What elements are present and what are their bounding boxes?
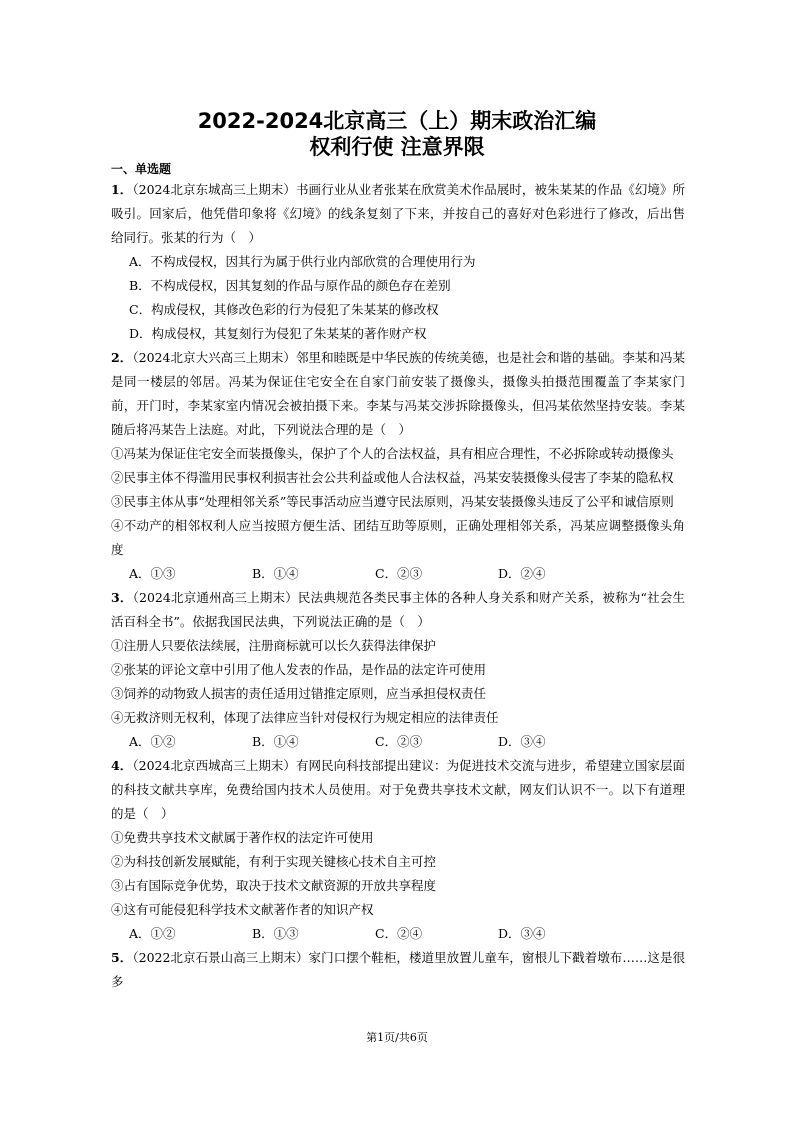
- question-5: [111, 946, 685, 994]
- question-number: 2．: [111, 350, 133, 365]
- statement-1: ①注册人只要依法续展，注册商标就可以长久获得法律保护: [111, 638, 437, 653]
- question-stem: （2024北京东城高三上期末）书画行业从业者张某在欣赏美术作品展时，被朱某某的作品《幻境》所吸引。回家后，他凭借印象将《幻境》的线条复刻了下来，并按自己的喜好对色彩进行了修改，后出售给同行。张某的行为（ ）: [111, 182, 685, 245]
- section-heading: 一、单选题: [111, 162, 172, 176]
- choice-a: A．①②: [129, 926, 176, 941]
- question-stem: （2022北京石景山高三上期末）家门口摆个鞋柜，楼道里放置儿童车，窗根儿下戳着墩布……这是很多: [111, 950, 685, 989]
- statement-4: ④无救济则无权利，体现了法律应当针对侵权行为规定相应的法律责任: [111, 710, 499, 725]
- question-number: 1．: [111, 182, 133, 197]
- choice-b: B．①③: [252, 926, 299, 941]
- document-subtitle: 权利行使 注意界限: [309, 135, 485, 159]
- choice-d: D．③④: [498, 926, 546, 941]
- question-3: [111, 586, 685, 754]
- statement-2: ②为科技创新发展赋能，有利于实现关键核心技术自主可控: [111, 854, 437, 869]
- document-title: 2022-2024北京高三（上）期末政治汇编: [197, 109, 597, 133]
- statement-1: ①免费共享技术文献属于著作权的法定许可使用: [111, 830, 374, 845]
- choice-c: C．②③: [375, 566, 423, 581]
- question-1: [111, 178, 685, 346]
- statement-2: ②张某的评论文章中引用了他人发表的作品，是作品的法定许可使用: [111, 662, 487, 677]
- statement-4: ④这有可能侵犯科学技术文献著作者的知识产权: [111, 902, 374, 917]
- question-number: 5．: [111, 950, 133, 965]
- choice-b: B．①④: [252, 566, 299, 581]
- choice-c: C．②④: [375, 926, 423, 941]
- choice-c: C．②③: [375, 734, 423, 749]
- question-stem: （2024北京西城高三上期末）有网民向科技部提出建议：为促进技术交流与进步，希望建立国家层面的科技文献共享库，免费给国内技术人员使用。对于免费共享技术文献，网友们认识不一。以下有道理的是（ ）: [111, 758, 685, 821]
- statement-2: ②民事主体不得滥用民事权利损害社会公共利益或他人合法权益，冯某安装摄像头侵害了李某的隐私权: [111, 470, 674, 485]
- option-c: C．构成侵权，其修改色彩的行为侵犯了朱某某的修改权: [129, 302, 439, 317]
- choice-d: D．③④: [498, 734, 546, 749]
- choice-b: B．①④: [252, 734, 299, 749]
- option-d: D．构成侵权，其复刻行为侵犯了朱某某的著作财产权: [129, 326, 427, 341]
- choice-a: A．①③: [129, 566, 176, 581]
- question-number: 3．: [111, 590, 133, 605]
- question-stem: （2024北京通州高三上期末）民法典规范各类民事主体的各种人身关系和财产关系，被称为“社会生活百科全书”。依据我国民法典，下列说法正确的是（ ）: [111, 590, 685, 629]
- answer-choices: [111, 562, 685, 586]
- answer-choices: [111, 730, 685, 754]
- question-2: [111, 346, 685, 586]
- option-b: B．不构成侵权，因其复刻的作品与原作品的颜色存在差别: [129, 278, 451, 293]
- questions-body: [111, 178, 685, 994]
- question-stem: （2024北京大兴高三上期末）邻里和睦既是中华民族的传统美德，也是社会和谐的基础。李某和冯某是同一楼层的邻居。冯某为保证住宅安全在自家门前安装了摄像头，摄像头拍摄范围覆盖了李某家门前，开门时，李某家室内情况会被拍摄下来。李某与冯某交涉拆除摄像头，但冯某依然坚持安装。李某随后将冯某告上法庭。对此，下列说法合理的是（ ）: [111, 350, 685, 437]
- choice-d: D．②④: [498, 566, 546, 581]
- question-number: 4．: [111, 758, 133, 773]
- statement-3: ③占有国际竞争优势，取决于技术文献资源的开放共享程度: [111, 878, 437, 893]
- choice-a: A．①②: [129, 734, 176, 749]
- option-a: A．不构成侵权，因其行为属于供行业内部欣赏的合理使用行为: [129, 254, 476, 269]
- statement-4: ④不动产的相邻权利人应当按照方便生活、团结互助等原则，正确处理相邻关系，冯某应调整摄像头角度: [111, 518, 685, 557]
- page-footer: 第1页/共6页: [366, 1031, 428, 1044]
- statement-3: ③民事主体从事“处理相邻关系”等民事活动应当遵守民法原则，冯某安装摄像头违反了公平和诚信原则: [111, 494, 674, 509]
- statement-3: ③饲养的动物致人损害的责任适用过错推定原则，应当承担侵权责任: [111, 686, 487, 701]
- question-4: [111, 754, 685, 946]
- answer-choices: [111, 922, 685, 946]
- statement-1: ①冯某为保证住宅安全而装摄像头，保护了个人的合法权益，具有相应合理性，不必拆除或转动摄像头: [111, 446, 674, 461]
